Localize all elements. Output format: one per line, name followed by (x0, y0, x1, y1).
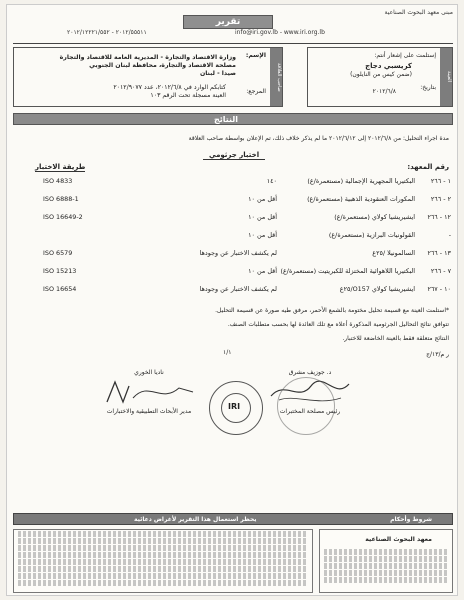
institute-name: مبنى معهد البحوث الصناعية (384, 9, 453, 16)
row-name: السالمونيلا /٢٥غ (372, 249, 415, 257)
note-sealed-sample: *استلمت العينة مع قسيمة تحليل مختومة بالشمع الأحمر، مرفق طيه صورة عن قسيمة التحليل. (215, 307, 449, 314)
table-row (7, 177, 459, 191)
client-name-value-2: مصلحة الاقتصاد والتجارة، محافظة لبنان الجنوبي (89, 62, 236, 69)
footer-terms-label: شروط وأحكام (390, 516, 432, 523)
row-name: البكتيريا المجهرية الإجمالية (مستعمرة/غ) (307, 177, 415, 185)
client-name-label: الإسم: (245, 52, 266, 59)
row-method: ISO 15213 (43, 267, 77, 275)
row-result: أقل من ١٠ (248, 231, 277, 239)
row-num: - (448, 231, 451, 239)
col-lab-no: رقم المعهد: (407, 163, 449, 171)
left-signature-scribble (99, 376, 199, 406)
sample-received-label: إستلمت على إشعار أنتم: (374, 52, 436, 59)
left-signer-name: ناديا الخوري (134, 369, 164, 376)
test-title: اختبار جرثومي (203, 151, 265, 160)
left-signature-block (99, 369, 199, 415)
sample-date-value: ٢٠١٢/٦/٨ (372, 88, 396, 95)
note-scope: النتائج متعلقة فقط بالعينة الخاضعة للاختبار. (342, 335, 449, 342)
right-signer-name: د. جوزيف مشرق (288, 369, 332, 376)
client-name-value-3: صيدا - لبنان (199, 70, 236, 77)
table-row (7, 267, 459, 281)
sample-side-label: العينة (440, 48, 452, 106)
table-row (7, 249, 459, 263)
footer-institute-title: معهد البحوث الصناعية (365, 536, 432, 543)
header-divider (13, 43, 453, 44)
row-num: ٧ - ٢٦٦ (430, 267, 451, 275)
page-number: ١/١ (223, 349, 232, 356)
row-result: لم يكشف الاختبار عن وجودها (199, 285, 277, 293)
results-intro: مدة اجراء التحليل: من ٢٠١٢/٦/٨ إلى ٢٠١٢/٦/١٢ ما لم يذكر خلاف ذلك، تم الإعلان بواسطة صاحب العلاقة (188, 135, 449, 142)
results-section-bar (13, 113, 453, 125)
website-line: info@iri.gov.lb - www.iri.org.lb (235, 29, 325, 36)
row-name: ايشيريشيا كولاي O157/٢٥غ (339, 285, 415, 293)
sample-item: كريسبي دجاج (365, 62, 412, 70)
right-signer-title: رئيس مصلحة المختبرات (279, 408, 341, 415)
sample-item-note: (ضمن كيس من النايلون) (350, 71, 412, 78)
sample-box (307, 47, 453, 107)
row-result: أقل من ١٠ (248, 195, 277, 203)
table-row (7, 195, 459, 209)
report-header (7, 5, 459, 45)
table-row (7, 231, 459, 245)
note-conformity: تتوافق نتائج التحاليل الجرثومية المذكورة أعلاه مع تلك العائدة لها بحسب متطلبات الصنف. (227, 321, 449, 328)
sample-date-label: بتاريخ: (420, 84, 436, 91)
results-section-title: النتائج (214, 115, 239, 124)
row-name: البكتيريا اللاهوائية المختزلة للكبريتيت (مستعمرة/غ) (280, 267, 415, 275)
telephone-line: ٢٠١٢/٥٥٥١١ - ٢٠١٢/١٢٢٢١/٥٥٢ (67, 29, 147, 36)
row-method: ISO 16649-2 (43, 213, 83, 221)
row-method: ISO 6888-1 (43, 195, 79, 203)
client-side-label: صاحب العلاقة (270, 48, 282, 106)
row-num: ١ - ٢٦٦ (430, 177, 451, 185)
row-method: ISO 6579 (43, 249, 73, 257)
right-stamp (277, 377, 335, 435)
institute-seal-text: IRI (228, 402, 241, 411)
row-method: ISO 4833 (43, 177, 73, 185)
row-name: المكورات العنقودية الذهبية (مستعمرة/غ) (307, 195, 415, 203)
row-name: القولونيات البرازية (مستعمرة/غ) (328, 231, 415, 239)
row-num: ١٢ - ٢٦٦ (427, 213, 451, 221)
report-page (6, 4, 458, 596)
left-signer-title: مدير الأبحاث التطبيقية والاختبارات (106, 408, 192, 415)
client-ref-label: المرجع: (246, 88, 266, 95)
row-num: ٢ - ٢٦٦ (430, 195, 451, 203)
row-result: ١٤٠ (266, 177, 277, 185)
row-name: ايشيريشيا كولاي (مستعمرة/غ) (334, 213, 415, 221)
institute-seal (209, 381, 263, 435)
client-ref-value-2: العينة مسجلة تحت الرقم ١٠٣ (150, 92, 226, 99)
row-result: لم يكشف الاختبار عن وجودها (199, 249, 277, 257)
footer-warning: يحظر استعمال هذا التقرير لأغراض دعائية (134, 516, 257, 523)
footer-bar (13, 513, 453, 525)
row-result: أقل من ١٠ (248, 213, 277, 221)
footer-institute-box (319, 529, 453, 593)
table-row (7, 213, 459, 227)
footer-terms-box (13, 529, 313, 593)
row-num: ١٠ - ٢٦٧ (427, 285, 451, 293)
client-ref-value: كتابكم الوارد في ٢٠١٢/٦/٨، عدد ٢٠١٢/٩٠٧٧ (113, 84, 226, 91)
client-name-value: وزارة الاقتصاد والتجارة - المديرية العامة للاقتصاد والتجارة (59, 54, 236, 61)
report-banner: تقرير (183, 15, 273, 29)
row-result: أقل من ١٠ (248, 267, 277, 275)
row-method: ISO 16654 (43, 285, 77, 293)
footer-institute-text (320, 548, 452, 584)
report-ref: ر م/١٣/ج (426, 351, 449, 358)
col-method: طريقة الاختبار (35, 163, 86, 171)
client-box (13, 47, 283, 107)
row-num: ١٣ - ٢٦٦ (427, 249, 451, 257)
table-row (7, 285, 459, 299)
